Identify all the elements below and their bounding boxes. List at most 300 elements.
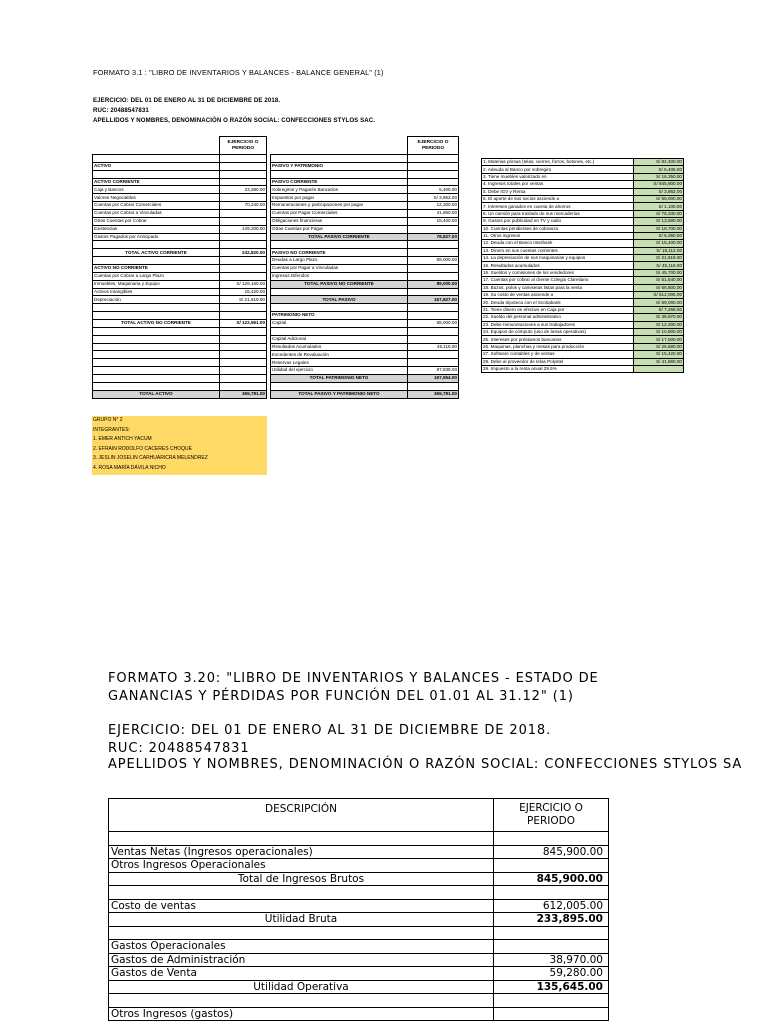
row-value: 12,300.00: [408, 202, 459, 210]
row-value: [220, 257, 267, 265]
table-row: [271, 320, 459, 328]
list-item-value: S/ 17,500.00: [634, 336, 684, 343]
page-title: FORMATO 3.1 : "LIBRO DE INVENTARIOS Y BALANCES - BALANCE GENERAL" (1): [93, 68, 384, 77]
table-row: [482, 225, 684, 232]
table-row: [482, 166, 684, 173]
row-value: 87,839.00: [408, 367, 459, 375]
table-row: [271, 155, 459, 163]
table-row: [93, 327, 267, 335]
table-row: [93, 162, 267, 170]
row-label: [109, 832, 494, 846]
row-value: 15,400.00: [408, 217, 459, 225]
table-row: [482, 306, 684, 313]
header-blank: [93, 137, 220, 155]
row-value: [220, 217, 267, 225]
row-label: ACTIVO: [93, 162, 220, 170]
table-row: [271, 217, 459, 225]
row-value: 845,900.00: [494, 872, 609, 886]
table-row: [271, 170, 459, 178]
row-value: 23,380.00: [220, 186, 267, 194]
list-item-label: 9. Gastos por publicidad en TV y radio: [482, 218, 634, 225]
p2-razon: APELLIDOS Y NOMBRES, DENOMINACIÓN O RAZÓN SOCIAL: CONFECCIONES STYLOS SA: [108, 757, 743, 772]
estado-ganancias-table: [108, 798, 609, 1021]
list-item-value: S/ 21,619.00: [634, 255, 684, 262]
table-row: [271, 178, 459, 186]
row-value: S/ 3,862.00: [408, 194, 459, 202]
row-label: ACTIVO CORRIENTE: [93, 178, 220, 186]
row-value: [494, 994, 609, 1008]
table-row: [271, 335, 459, 343]
row-value: 135,645.00: [494, 980, 609, 994]
table-row: [109, 845, 609, 859]
table-row: [482, 321, 684, 328]
row-label: TOTAL PASIVO NO CORRIENTE: [271, 280, 408, 288]
table-row: [93, 359, 267, 367]
list-item-value: S/ 12,300.00: [634, 321, 684, 328]
row-value: 365,781.00: [408, 390, 459, 398]
table-row: [93, 265, 267, 273]
list-item-label: 8. Un camión para traslado de sus mercaderías: [482, 210, 634, 217]
row-value: [408, 288, 459, 296]
list-item-value: S/ 38,970.00: [634, 314, 684, 321]
table-row: [482, 269, 684, 276]
table-row: [93, 241, 267, 249]
row-value: [220, 382, 267, 390]
list-item-label: 16. Sueldos y comisiones de los vendedores: [482, 269, 634, 276]
list-item-label: 18. Buzos, polos y camisetas listas para la venta: [482, 284, 634, 291]
row-value: 89,000.00: [408, 280, 459, 288]
row-value: [220, 327, 267, 335]
row-value: 612,005.00: [494, 899, 609, 913]
row-label: [93, 351, 220, 359]
row-value: [408, 241, 459, 249]
table-row: [93, 202, 267, 210]
list-item-value: S/ 66,800.00: [634, 284, 684, 291]
table-row: [271, 351, 459, 359]
row-label: Gastos Operacionales: [109, 940, 494, 954]
row-value: S/ 21,619.00: [220, 296, 267, 304]
table-row: [109, 1007, 609, 1021]
list-item-label: 5. Debe IGV y Renta: [482, 188, 634, 195]
row-label: [93, 312, 220, 320]
table-row: [109, 980, 609, 994]
table-row: [482, 358, 684, 365]
p2-title-1: FORMATO 3.20: "LIBRO DE INVENTARIOS Y BALANCES - ESTADO DE: [108, 671, 599, 686]
table-row: [93, 225, 267, 233]
activo-table: [92, 136, 267, 399]
row-label: Otros Ingresos (gastos): [109, 1007, 494, 1021]
list-item-label: 6. El aporte de sus socios asciende a: [482, 195, 634, 202]
row-label: Otros Ingresos Operacionales: [109, 859, 494, 873]
list-item-label: 26. Maquinas, planchas y mesas para producción: [482, 343, 634, 350]
row-value: [494, 940, 609, 954]
row-label: TOTAL PATRIMONIO NETO: [271, 375, 408, 383]
table-row: [482, 255, 684, 262]
table-row: [482, 277, 684, 284]
table-row: [271, 390, 459, 398]
list-item-value: S/ 15,400.00: [634, 240, 684, 247]
table-row: [271, 359, 459, 367]
row-label: Cuentas por Pagar Comerciales: [271, 210, 408, 218]
row-value: [220, 162, 267, 170]
table-row: [271, 186, 459, 194]
list-item-label: 20. Deuda tripoteca con el Scotiabank: [482, 299, 634, 306]
table-row: [482, 343, 684, 350]
row-value: [408, 178, 459, 186]
col-header: EJERCICIO O PERIODO: [220, 137, 267, 155]
list-item-label: 14. La depreciación de sus maquinarias y equipos: [482, 255, 634, 262]
table-row: [271, 257, 459, 265]
list-item-value: S/ 3,862.00: [634, 188, 684, 195]
table-row: [93, 296, 267, 304]
row-label: TOTAL ACTIVO: [93, 390, 220, 398]
row-label: TOTAL ACTIVO NO CORRIENTE: [93, 320, 220, 328]
table-row: [482, 173, 684, 180]
row-label: Activos Intangibles: [93, 288, 220, 296]
list-item-label: 7. Intereses ganados en cuenta de ahorros: [482, 203, 634, 210]
row-label: Cuentas por Cobrar a Vinculadas: [93, 210, 220, 218]
table-row: [271, 272, 459, 280]
row-value: 78,827.00: [408, 233, 459, 241]
row-label: [271, 327, 408, 335]
list-item-label: 1. Materias primas (telas, cierres, forros, botones, etc.): [482, 159, 634, 166]
row-label: Deudas a Largo Plazo: [271, 257, 408, 265]
list-item-value: S/ 10,800.00: [634, 328, 684, 335]
table-row: [482, 181, 684, 188]
table-row: [482, 262, 684, 269]
table-row: [93, 312, 267, 320]
row-value: [408, 382, 459, 390]
table-row: [271, 225, 459, 233]
table-row: [93, 335, 267, 343]
row-value: 59,280.00: [494, 967, 609, 981]
row-value: 45,115.00: [408, 343, 459, 351]
row-label: TOTAL PASIVO CORRIENTE: [271, 233, 408, 241]
table-row: [271, 265, 459, 273]
table-row: [93, 382, 267, 390]
row-label: Otras Cuentas por Pagar: [271, 225, 408, 233]
table-row: [271, 367, 459, 375]
list-item-value: [634, 365, 684, 372]
row-label: [271, 170, 408, 178]
row-value: 149,200.00: [220, 225, 267, 233]
row-value: [220, 304, 267, 312]
table-row: [93, 257, 267, 265]
table-row: [482, 284, 684, 291]
list-item-value: S/ 13,580.00: [634, 218, 684, 225]
table-row: [109, 994, 609, 1008]
row-label: TOTAL PASIVO Y PATRIMONIO NETO: [271, 390, 408, 398]
list-item-value: S/ 82,400.00: [634, 159, 684, 166]
table-row: [109, 899, 609, 913]
row-label: ACTIVO NO CORRIENTE: [93, 265, 220, 273]
row-value: S/ 129,160.00: [220, 280, 267, 288]
items-list-table: [481, 158, 684, 373]
row-label: Impuestos por pagar: [271, 194, 408, 202]
grupo-line: INTEGRANTES:: [93, 426, 130, 433]
row-label: Valores Negociables: [93, 194, 220, 202]
list-item-label: 15. Resultados acumulados: [482, 262, 634, 269]
list-item-value: S/ 76,330.00: [634, 210, 684, 217]
razon-line: APELLIDOS Y NOMBRES, DENOMINACIÓN O RAZÓN SOCIAL: CONFECCIONES STYLOS SAC.: [93, 117, 376, 124]
list-item-label: 19. Su costo de ventas asciende a: [482, 292, 634, 299]
table-row: [93, 320, 267, 328]
row-value: 167,827.00: [408, 296, 459, 304]
p2-ejercicio: EJERCICIO: DEL 01 DE ENERO AL 31 DE DICIEMBRE DE 2018.: [108, 723, 552, 738]
list-item-label: 22. Sueldo del personal administrativo: [482, 314, 634, 321]
table-row: [109, 967, 609, 981]
row-label: [109, 994, 494, 1008]
list-item-value: S/ 89,000.00: [634, 299, 684, 306]
row-label: [93, 367, 220, 375]
table-row: [93, 217, 267, 225]
list-item-label: 2. Adeuda al Banco por sobregiro: [482, 166, 634, 173]
list-item-label: 25. Intereses por préstamos bancarios: [482, 336, 634, 343]
row-value: 15,420.00: [220, 288, 267, 296]
row-label: Cuentas por Cobrar a Largo Plazo: [93, 272, 220, 280]
row-label: Utilidad Operativa: [109, 980, 494, 994]
list-item-value: S/ 41,860.00: [634, 358, 684, 365]
row-label: Existencias: [93, 225, 220, 233]
row-value: [408, 162, 459, 170]
table-row: [482, 292, 684, 299]
table-row: [109, 926, 609, 940]
list-item-label: 10. Cuentas pendientes de cobranza: [482, 225, 634, 232]
table-row: [109, 953, 609, 967]
table-row: [93, 249, 267, 257]
row-value: [408, 359, 459, 367]
list-item-value: S/ 612,005.00: [634, 292, 684, 299]
row-label: [93, 170, 220, 178]
row-label: Gastos Pagados por Anticipado: [93, 233, 220, 241]
row-label: [271, 155, 408, 163]
table-row: [482, 188, 684, 195]
row-value: [220, 351, 267, 359]
list-item-label: 13. Dinero en sus cuentas corrientes: [482, 247, 634, 254]
ejercicio-line: EJERCICIO: DEL 01 DE ENERO AL 31 DE DICIEMBRE DE 2018.: [93, 97, 281, 104]
list-item-label: 27. Software contables y de ventas: [482, 351, 634, 358]
row-label: [93, 241, 220, 249]
row-value: [220, 312, 267, 320]
table-row: [482, 314, 684, 321]
list-item-value: S/ 45,115.00: [634, 262, 684, 269]
row-value: 89,000.00: [408, 257, 459, 265]
grupo-box: [92, 416, 267, 475]
row-value: [220, 265, 267, 273]
row-label: [93, 359, 220, 367]
row-value: [494, 926, 609, 940]
row-label: Otras Cuentas por Cobrar: [93, 217, 220, 225]
row-label: Cuentas por Cobrar Comerciales: [93, 202, 220, 210]
table-row: [93, 367, 267, 375]
row-value: [220, 178, 267, 186]
table-row: [93, 155, 267, 163]
table-row: [271, 162, 459, 170]
table-row: [271, 343, 459, 351]
descripcion-header: DESCRIPCIÓN: [109, 799, 494, 832]
list-item-label: 11. Otros ingresos: [482, 232, 634, 239]
table-row: [93, 280, 267, 288]
list-item-value: S/ 45,700.00: [634, 269, 684, 276]
row-label: [93, 375, 220, 383]
table-row: [109, 940, 609, 954]
row-label: [109, 926, 494, 940]
row-value: S/ 122,961.00: [220, 320, 267, 328]
list-item-value: S/ 1,100.00: [634, 203, 684, 210]
table-row: [271, 288, 459, 296]
row-value: [220, 335, 267, 343]
row-label: Excedentes de Revaluación: [271, 351, 408, 359]
table-row: [271, 210, 459, 218]
row-label: Sobregiros y Pagarés Bancarios: [271, 186, 408, 194]
row-label: Costo de ventas: [109, 899, 494, 913]
row-label: PASIVO Y PATRIMONIO: [271, 162, 408, 170]
table-row: [93, 375, 267, 383]
row-value: [408, 312, 459, 320]
table-row: [271, 233, 459, 241]
list-item-value: S/ 845,900.00: [634, 181, 684, 188]
row-label: PATRIMONIO NETO: [271, 312, 408, 320]
row-label: [93, 343, 220, 351]
list-item-label: 24. Equipos de cómputo (uso de áreas operativas): [482, 328, 634, 335]
row-label: Ventas Netas (Ingresos operacionales): [109, 845, 494, 859]
row-label: [271, 304, 408, 312]
table-row: [482, 299, 684, 306]
table-row: [271, 194, 459, 202]
table-row: [482, 336, 684, 343]
grupo-line: GRUPO N° 2: [93, 417, 123, 423]
table-row: [93, 351, 267, 359]
row-label: Capital: [271, 320, 408, 328]
list-item-value: S/ 16,350.00: [634, 173, 684, 180]
row-value: 845,900.00: [494, 845, 609, 859]
row-value: [220, 233, 267, 241]
list-item-label: 17. Cuentas por cobrar al cliente Colegio Claretiano: [482, 277, 634, 284]
row-label: [93, 304, 220, 312]
row-label: PASIVO CORRIENTE: [271, 178, 408, 186]
grupo-line: 2. EFRAIN RODOLFO CACERES CHOQUE: [93, 445, 192, 452]
row-label: Reservas Legales: [271, 359, 408, 367]
row-value: [494, 886, 609, 900]
ruc-line: RUC: 20488547831: [93, 107, 149, 114]
row-label: [271, 241, 408, 249]
table-row: [271, 304, 459, 312]
row-value: 197,954.00: [408, 375, 459, 383]
row-value: [408, 265, 459, 273]
row-value: 365,781.00: [220, 390, 267, 398]
table-row: [93, 288, 267, 296]
header-blank: [271, 137, 408, 155]
row-value: [408, 155, 459, 163]
table-row: [271, 375, 459, 383]
row-label: Inmuebles, Maquinaria y Equipo: [93, 280, 220, 288]
table-row: [93, 272, 267, 280]
pasivo-table: [270, 136, 459, 399]
row-label: Remuneraciones y participaciones por pagar: [271, 202, 408, 210]
row-value: [220, 194, 267, 202]
row-label: Capital Adicional: [271, 335, 408, 343]
row-value: 70,240.00: [220, 202, 267, 210]
table-row: [93, 343, 267, 351]
row-label: TOTAL PASIVO: [271, 296, 408, 304]
table-row: [482, 232, 684, 239]
list-item-value: S/ 18,112.00: [634, 247, 684, 254]
list-item-value: S/ 7,268.00: [634, 306, 684, 313]
row-label: [93, 382, 220, 390]
row-label: Resultados Acumulados: [271, 343, 408, 351]
table-row: [109, 859, 609, 873]
table-row: [109, 832, 609, 846]
row-value: 41,860.00: [408, 210, 459, 218]
row-label: [271, 288, 408, 296]
p2-title-2: GANANCIAS Y PÉRDIDAS POR FUNCIÓN DEL 01.01 AL 31.12" (1): [108, 689, 574, 704]
table-row: [482, 195, 684, 202]
table-row: [93, 390, 267, 398]
table-row: [109, 872, 609, 886]
list-item-label: 12. Deuda con el Banco Interbank: [482, 240, 634, 247]
row-value: [408, 272, 459, 280]
row-value: [408, 249, 459, 257]
row-value: [494, 832, 609, 846]
row-value: 65,000.00: [408, 320, 459, 328]
row-label: [93, 327, 220, 335]
row-label: Utilidad Bruta: [109, 913, 494, 927]
row-label: Caja y Bancos: [93, 186, 220, 194]
table-row: [271, 327, 459, 335]
table-row: [271, 202, 459, 210]
row-value: [494, 1007, 609, 1021]
row-label: [93, 335, 220, 343]
row-value: [494, 859, 609, 873]
list-item-value: S/ 65,000.00: [634, 195, 684, 202]
table-row: [482, 328, 684, 335]
list-item-label: 23. Debe remuneraciones a sus trabajadores: [482, 321, 634, 328]
list-item-label: 29. Impuesto a la renta anual 29.5%: [482, 365, 634, 372]
table-row: [271, 249, 459, 257]
row-value: [220, 241, 267, 249]
p2-ruc: RUC: 20488547831: [108, 741, 250, 756]
table-row: [93, 194, 267, 202]
row-label: [93, 257, 220, 265]
row-value: [220, 359, 267, 367]
row-label: PASIVO NO CORRIENTE: [271, 249, 408, 257]
table-row: [93, 210, 267, 218]
table-row: [482, 365, 684, 372]
grupo-line: 4. ROSA MARÍA DÁVILA NICHO: [93, 464, 166, 471]
table-row: [482, 159, 684, 166]
row-value: [220, 272, 267, 280]
row-label: Depreciación: [93, 296, 220, 304]
list-item-label: 3. Tiene muebles valorizado en: [482, 173, 634, 180]
list-item-value: S/ 51,540.00: [634, 277, 684, 284]
list-item-value: S/ 18,700.00: [634, 225, 684, 232]
row-value: [220, 367, 267, 375]
row-value: [220, 170, 267, 178]
table-row: [93, 178, 267, 186]
row-value: [408, 351, 459, 359]
list-item-value: S/ 25,680.00: [634, 343, 684, 350]
table-row: [271, 241, 459, 249]
table-row: [482, 240, 684, 247]
row-label: Cuentas por Pagar a Vinculadas: [271, 265, 408, 273]
table-row: [482, 247, 684, 254]
row-label: [109, 886, 494, 900]
table-row: [109, 913, 609, 927]
row-value: [408, 327, 459, 335]
row-label: [93, 155, 220, 163]
list-item-label: 28. Debe al proveedor de telas Polystel: [482, 358, 634, 365]
row-label: Total de Ingresos Brutos: [109, 872, 494, 886]
